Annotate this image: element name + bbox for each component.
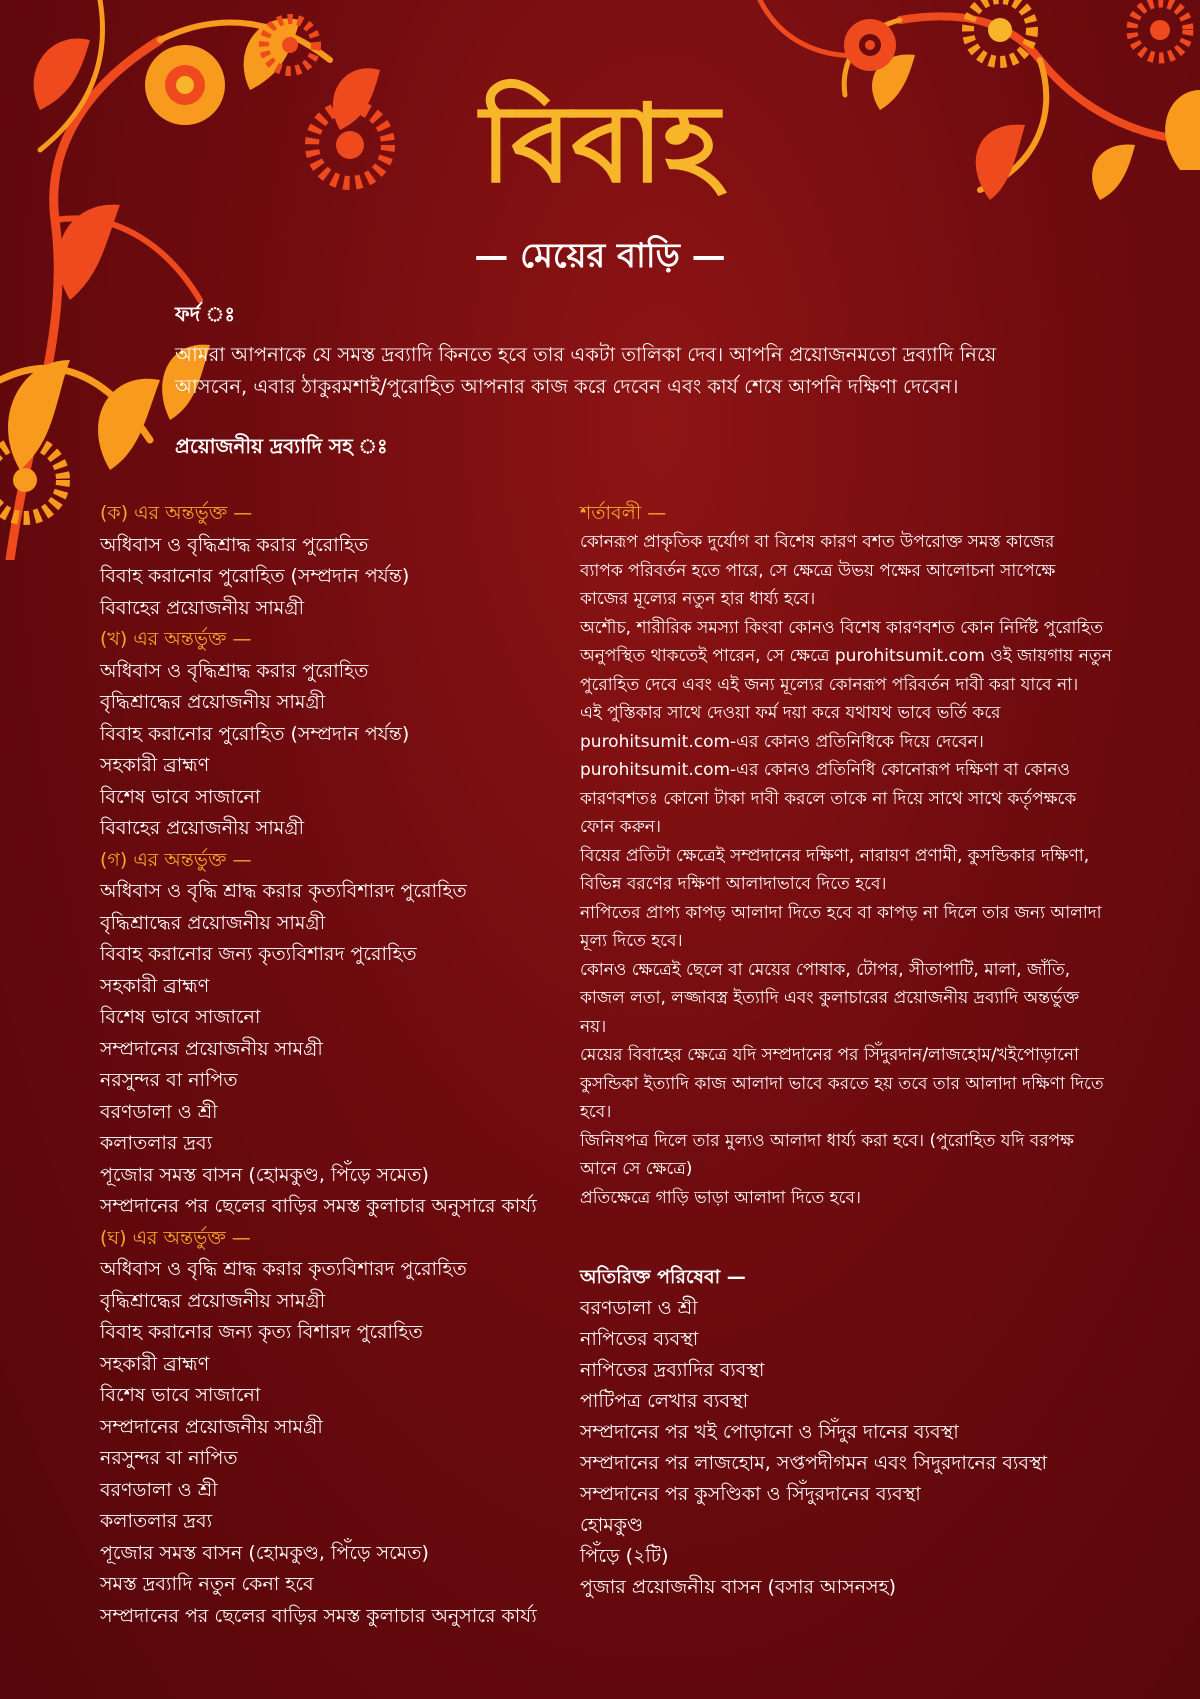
list-item: বরণডালা ও শ্রী [580, 1297, 698, 1319]
list-item: বিশেষ ভাবে সাজানো [100, 785, 261, 808]
list-item: কলাতলার দ্রব্য [100, 1132, 213, 1154]
list-item: বরণডালা ও শ্রী [100, 1100, 218, 1123]
right-flower-1 [968, 0, 1032, 62]
terms-line: জিনিষপত্র দিলে তার মুল্যও আলাদা ধার্য্য করা হবে। (পুরোহিত যদি বরপক্ষ [580, 1130, 1074, 1151]
terms-line: আনে সে ক্ষেত্রে) [580, 1159, 693, 1179]
list-item: কলাতলার দ্রব্য [100, 1510, 213, 1532]
terms-line: কাজল লতা, লজ্জাবস্ত্র ইত্যাদি এবং কুলাচারের প্রয়োজনীয় দ্রব্যাদি অন্তর্ভুক্ত [580, 988, 1080, 1008]
terms-line: কারণবশতঃ কোনো টাকা দাবী করলে তাকে না দিয়ে সাথে সাথে কর্তৃপক্ষকে [580, 788, 1077, 809]
terms-line: কাজের মূল্যের নতুন হার ধার্য্য হবে। [580, 589, 816, 609]
terms-line: মূল্য দিতে হবে। [580, 931, 683, 951]
list-item: সম্প্রদানের প্রয়োজনীয় সামগ্রী [100, 1037, 323, 1060]
list-item: পূজোর সমস্ত বাসন (হোমকুণ্ড, পিঁড়ে সমেত) [100, 1163, 429, 1186]
list-item: নাপিতের দ্রব্যাদির ব্যবস্থা [580, 1359, 765, 1381]
package-ka [100, 498, 580, 624]
terms-line: এই পুস্তিকার সাথে দেওয়া ফর্ম দয়া করে যথাযথ ভাবে ভর্তি করে [580, 703, 1001, 723]
list-item: বিবাহের প্রয়োজনীয় সামগ্রী [100, 817, 305, 839]
list-item: পাটিপত্র লেখার ব্যবস্থা [580, 1390, 749, 1412]
intro-section [175, 300, 1075, 402]
list-item: বৃদ্ধিশ্রাদ্ধের প্রয়োজনীয় সামগ্রী [100, 911, 326, 934]
list-item: বিবাহ করানোর জন্য কৃত্য বিশারদ পুরোহিত [100, 1321, 423, 1343]
package-heading: (গ) এর অন্তর্ভুক্ত — [100, 848, 252, 871]
terms-line: বিভিন্ন বরণের দক্ষিণা আলাদাভাবে দিতে হবে। [580, 874, 887, 894]
list-item: সহকারী ব্রাহ্মণ [100, 1352, 210, 1375]
list-item: সহকারী ব্রাহ্মণ [100, 974, 210, 997]
package-heading: (ঘ) এর অন্তর্ভুক্ত — [100, 1226, 251, 1249]
terms-line: অনুপস্থিত থাকতেই পারেন, সে ক্ষেত্রে purohitsumit.com ওই জায়গায় নতুন [580, 646, 1112, 666]
list-item: বৃদ্ধিশ্রাদ্ধের প্রয়োজনীয় সামগ্রী [100, 691, 326, 713]
list-item: অধিবাস ও বৃদ্ধি শ্রাদ্ধ করার কৃত্যবিশারদ পুরোহিত [100, 880, 467, 902]
terms-line: ব্যাপক পরিবর্তন হতে পারে, সে ক্ষেত্রে উভয় পক্ষের আলোচনা সাপেক্ষে [580, 560, 1056, 581]
terms-line: নাপিতের প্রাপ্য কাপড় আলাদা দিতে হবে বা কাপড় না দিলে তার জন্য আলাদা [580, 902, 1102, 923]
intro-heading: ফর্দ ঃ [175, 302, 236, 326]
terms-line: ফোন করুন। [580, 817, 661, 837]
list-item: নাপিতের ব্যবস্থা [580, 1328, 699, 1350]
list-item: বিশেষ ভাবে সাজানো [100, 1006, 261, 1028]
packages-column [100, 498, 580, 1632]
package-heading: (ক) এর অন্তর্ভুক্ত — [100, 502, 253, 524]
terms-line: বিয়ের প্রতিটা ক্ষেত্রেই সম্প্রদানের দক্ষিণা, নারায়ণ প্রণামী, কুসন্ডিকার দক্ষিণা, [580, 845, 1090, 866]
page-subtitle: — মেয়ের বাড়ি — [474, 236, 726, 276]
list-item: সম্প্রদানের পর লাজহোম, সপ্তপদীগমন এবং সিদুরদানের ব্যবস্থা [580, 1452, 1048, 1474]
right-flower-2 [844, 19, 896, 71]
list-item: পুজার প্রয়োজনীয় বাসন (বসার আসনসহ) [580, 1576, 896, 1598]
list-item: সম্প্রদানের পর খই পোড়ানো ও সিঁদুর দানের ব্যবস্থা [580, 1421, 959, 1443]
terms-line: কুসন্ডিকা ইত্যাদি কাজ আলাদা ভাবে করতে হয় তবে তার আলাদা দক্ষিণা দিতে [580, 1073, 1104, 1094]
list-item: হোমকুণ্ড [580, 1514, 644, 1536]
terms-section [580, 498, 1112, 1212]
terms-line: কোনও ক্ষেত্রেই ছেলে বা মেয়ের পোষাক, টোপর, সীতাপাটি, মালা, জাঁতি, [580, 959, 1071, 980]
terms-line: অশৌচ, শারীরিক সমস্যা কিংবা কোনও বিশেষ কারণবশত কোন নির্দিষ্ট পুরোহিত [580, 617, 1103, 638]
list-item: বিবাহ করানোর পুরোহিত (সম্প্রদান পর্যন্ত) [100, 565, 410, 587]
terms-line: purohitsumit.com-এর কোনও প্রতিনিধিকে দিয়ে দেবেন। [580, 731, 984, 752]
list-item: সম্প্রদানের পর ছেলের বাড়ির সমস্ত কুলাচার অনুসারে কার্য্য [100, 1195, 537, 1217]
terms-heading: শর্তাবলী — [580, 502, 667, 524]
list-item: সমস্ত দ্রব্যাদি নতুন কেনা হবে [100, 1573, 314, 1595]
extra-services-section [580, 1262, 1100, 1603]
list-item: অধিবাস ও বৃদ্ধি শ্রাদ্ধ করার কৃত্যবিশারদ পুরোহিত [100, 1258, 467, 1280]
extra-services-heading: অতিরিক্ত পরিষেবা — [580, 1266, 746, 1288]
package-gha [100, 1223, 580, 1633]
terms-line: কোনরূপ প্রাকৃতিক দুর্যোগ বা বিশেষ কারণ বশত উপরোক্ত সমস্ত কাজের [580, 532, 1055, 552]
list-item: বিবাহ করানোর জন্য কৃত্যবিশারদ পুরোহিত [100, 943, 417, 965]
intro-line: আমরা আপনাকে যে সমস্ত দ্রব্যাদি কিনতে হবে তার একটা তালিকা দেব। আপনি প্রয়োজনমতো দ্রব্যাদি নিয়ে [175, 343, 997, 366]
list-item: পূজোর সমস্ত বাসন (হোমকুণ্ড, পিঁড়ে সমেত) [100, 1541, 429, 1564]
list-item: বৃদ্ধিশ্রাদ্ধের প্রয়োজনীয় সামগ্রী [100, 1289, 326, 1312]
terms-line: পুরোহিত দেবে এবং এই জন্য মূল্যের কোনরূপ পরিবর্তন দাবী করা যাবে না। [580, 674, 1079, 695]
terms-line: হবে। [580, 1102, 612, 1122]
page-title: বিবাহ [480, 81, 720, 207]
list-item: বিবাহ করানোর পুরোহিত (সম্প্রদান পর্যন্ত) [100, 722, 410, 745]
package-kha [100, 624, 580, 845]
terms-line: মেয়ের বিবাহের ক্ষেত্রে যদি সম্প্রদানের পর সিঁদুরদান/লাজহোম/খইপোড়ানো [580, 1045, 1079, 1065]
list-item: বরণডালা ও শ্রী [100, 1478, 218, 1501]
terms-line: নয়। [580, 1016, 607, 1037]
right-flower-3 [1132, 2, 1188, 58]
requirements-heading: প্রয়োজনীয় দ্রব্যাদি সহ ঃ [175, 434, 388, 458]
list-item: সম্প্রদানের পর ছেলের বাড়ির সমস্ত কুলাচার অনুসারে কার্য্য [100, 1604, 537, 1627]
intro-line: আসবেন, এবার ঠাকুরমশাই/পুরোহিত আপনার কাজ করে দেবেন এবং কার্য শেষে আপনি দক্ষিণা দেবেন। [175, 374, 959, 398]
list-item: নরসুন্দর বা নাপিত [100, 1069, 238, 1091]
list-item: পিঁড়ে (২টি) [580, 1545, 669, 1567]
list-item: অধিবাস ও বৃদ্ধিশ্রাদ্ধ করার পুরোহিত [100, 659, 369, 682]
list-item: বিশেষ ভাবে সাজানো [100, 1384, 261, 1406]
package-ga [100, 845, 580, 1223]
intro-paragraph [175, 339, 1075, 402]
terms-line: প্রতিক্ষেত্রে গাড়ি ভাড়া আলাদা দিতে হবে। [580, 1187, 861, 1208]
list-item: সম্প্রদানের প্রয়োজনীয় সামগ্রী [100, 1415, 323, 1438]
list-item: সহকারী ব্রাহ্মণ [100, 754, 210, 776]
list-item: বিবাহের প্রয়োজনীয় সামগ্রী [100, 596, 305, 619]
list-item: নরসুন্দর বা নাপিত [100, 1447, 238, 1469]
list-item: অধিবাস ও বৃদ্ধিশ্রাদ্ধ করার পুরোহিত [100, 533, 369, 556]
package-heading: (খ) এর অন্তর্ভুক্ত — [100, 628, 252, 650]
terms-line: purohitsumit.com-এর কোনও প্রতিনিধি কোনোরূপ দক্ষিণা বা কোনও [580, 760, 1071, 780]
list-item: সম্প্রদানের পর কুসণ্ডিকা ও সিঁদুরদানের ব্যবস্থা [580, 1483, 921, 1505]
